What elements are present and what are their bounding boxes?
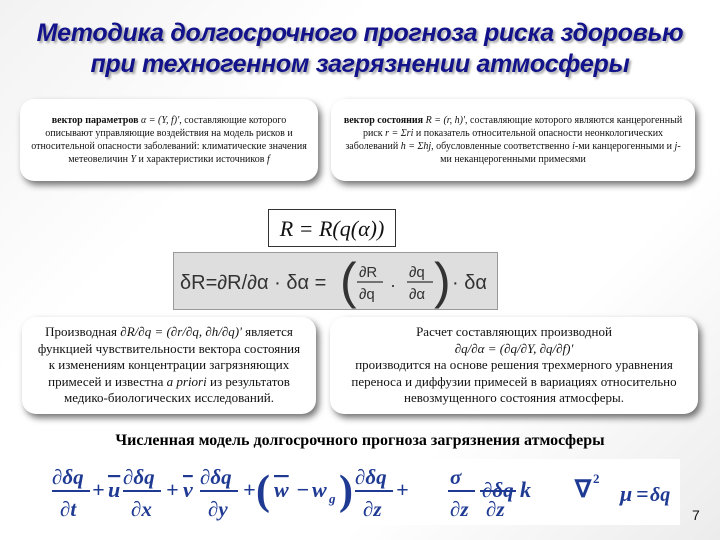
eq-right-paren: ) bbox=[339, 468, 353, 514]
page-number: 7 bbox=[692, 507, 700, 523]
eq-nabla: ∇ bbox=[575, 477, 592, 503]
eq-num-4: ∂δq bbox=[355, 465, 387, 489]
eq-v: v bbox=[183, 477, 193, 502]
state-vector-body-2: и показатель относительной опасности неонкологических заболеваний bbox=[345, 127, 664, 152]
sensitivity-den-2: ∂α bbox=[409, 286, 426, 303]
derivative-box bbox=[22, 317, 316, 414]
eq-num-5: ∂δq bbox=[482, 478, 514, 502]
calculation-line-3: производится на основе решения трехмерного уравнения переноса и диффузии примесей в вариациях относительно невозмущенного состояния атмосферы. bbox=[351, 357, 677, 406]
sensitivity-lhs: δR=∂R/∂α · δα = bbox=[180, 272, 327, 294]
parameter-vector-body-1: , составляющие которого описывают управляющие воздействия на модель рисков и относительной опасности заболеваний: климатические значения метеовеличин bbox=[31, 114, 307, 166]
state-vector-body-3: , обусловленные соответственно bbox=[431, 141, 570, 152]
right-paren: ) bbox=[434, 253, 451, 309]
eq-plus-1: + bbox=[92, 477, 105, 502]
sensitivity-num-2: ∂q bbox=[409, 264, 425, 281]
parameter-vector-symbol: α = (Y, f)' bbox=[141, 114, 180, 126]
eq-den-x: ∂x bbox=[131, 497, 152, 521]
sensitivity-formula bbox=[173, 252, 498, 310]
parameter-vector-head: вектор параметров bbox=[51, 114, 139, 126]
parameter-var-y: Y bbox=[130, 154, 137, 166]
sensitivity-den-1: ∂q bbox=[359, 286, 375, 303]
eq-g-sub: g bbox=[329, 491, 336, 506]
eq-sigma: σ bbox=[450, 465, 462, 489]
derivative-text bbox=[36, 324, 302, 407]
eq-den-y: ∂y bbox=[208, 497, 228, 521]
eq-wg: w bbox=[312, 477, 327, 502]
eq-equals: = bbox=[636, 481, 649, 506]
eq-den-z-2: ∂z bbox=[450, 497, 469, 521]
eq-plus-3: + bbox=[243, 477, 256, 502]
state-vector-head: вектор состояния bbox=[343, 114, 424, 126]
eq-left-paren: ( bbox=[256, 468, 270, 514]
eq-den-z-3: ∂z bbox=[486, 497, 505, 521]
state-var-i: i bbox=[572, 141, 575, 152]
calculation-line-1: Расчет составляющих производной bbox=[416, 324, 612, 340]
eq-k: k bbox=[520, 477, 531, 502]
slide-title bbox=[20, 18, 700, 80]
state-var-j: j bbox=[674, 141, 678, 152]
state-formula-h: h = Σhj bbox=[400, 141, 432, 152]
risk-model-formula: R = R(q(α)) bbox=[268, 209, 396, 247]
sensitivity-tail: · δα bbox=[452, 272, 487, 294]
a-priori-term: a priori bbox=[166, 373, 207, 389]
eq-mu: μ bbox=[620, 481, 633, 506]
eq-den-z: ∂z bbox=[363, 497, 382, 521]
parameter-vector-box bbox=[20, 99, 318, 181]
sensitivity-num-1: ∂R bbox=[359, 264, 378, 281]
derivative-body-2: из результатов медико-биологических исследований. bbox=[63, 373, 290, 406]
transport-equation bbox=[50, 459, 680, 525]
calculation-formula: ∂q/∂α = (∂q/∂Y, ∂q/∂f)' bbox=[454, 340, 574, 356]
parameter-var-f: f bbox=[266, 154, 270, 166]
derivative-intro: Производная bbox=[45, 324, 118, 340]
eq-w: w bbox=[274, 477, 289, 502]
title-line-2: при техногенном загрязнении атмосферы bbox=[90, 50, 630, 78]
state-vector-body-1: , составляющие которого являются канцерогенный риск bbox=[362, 114, 683, 139]
title-line-1: Методика долгосрочного прогноза риска здоровью bbox=[36, 19, 684, 47]
transport-equation-svg bbox=[50, 459, 680, 525]
eq-plus-4: + bbox=[396, 477, 409, 502]
eq-num-2: ∂δq bbox=[123, 465, 155, 489]
left-paren: ( bbox=[340, 253, 357, 309]
sensitivity-dot: · bbox=[390, 275, 396, 295]
state-vector-text bbox=[341, 114, 685, 167]
state-formula-r: r = Σri bbox=[385, 127, 414, 139]
sensitivity-formula-svg bbox=[174, 253, 499, 311]
numeric-model-title: Численная модель долгосрочного прогноза загрязнения атмосферы bbox=[115, 432, 605, 449]
state-vector-body-5: -ми неканцерогенными примесями bbox=[440, 141, 681, 166]
calculation-line-2 bbox=[344, 341, 684, 358]
calculation-text bbox=[344, 324, 684, 407]
eq-num-3: ∂δq bbox=[200, 465, 232, 489]
eq-plus-2: + bbox=[166, 477, 179, 502]
derivative-expression: ∂R/∂q = (∂r/∂q, ∂h/∂q)' bbox=[120, 324, 242, 340]
parameter-vector-text bbox=[30, 114, 308, 167]
eq-u: u bbox=[108, 477, 121, 502]
state-vector-symbol: R = (r, h)' bbox=[425, 114, 466, 126]
calculation-box bbox=[330, 317, 698, 414]
eq-square: 2 bbox=[593, 471, 600, 486]
eq-minus: − bbox=[296, 477, 310, 502]
derivative-body-1: является функцией чувствительности вектора состояния к изменениям концентрации загрязняющих примесей и известна bbox=[37, 324, 301, 389]
eq-num-1: ∂δq bbox=[52, 465, 84, 489]
eq-rhs: δq bbox=[650, 484, 671, 506]
eq-den-t: ∂t bbox=[60, 497, 77, 521]
state-vector-body-4: -ми канцерогенными и bbox=[574, 141, 673, 152]
state-vector-box bbox=[331, 99, 695, 181]
parameter-vector-body-2: и характеристики источников bbox=[138, 154, 265, 166]
